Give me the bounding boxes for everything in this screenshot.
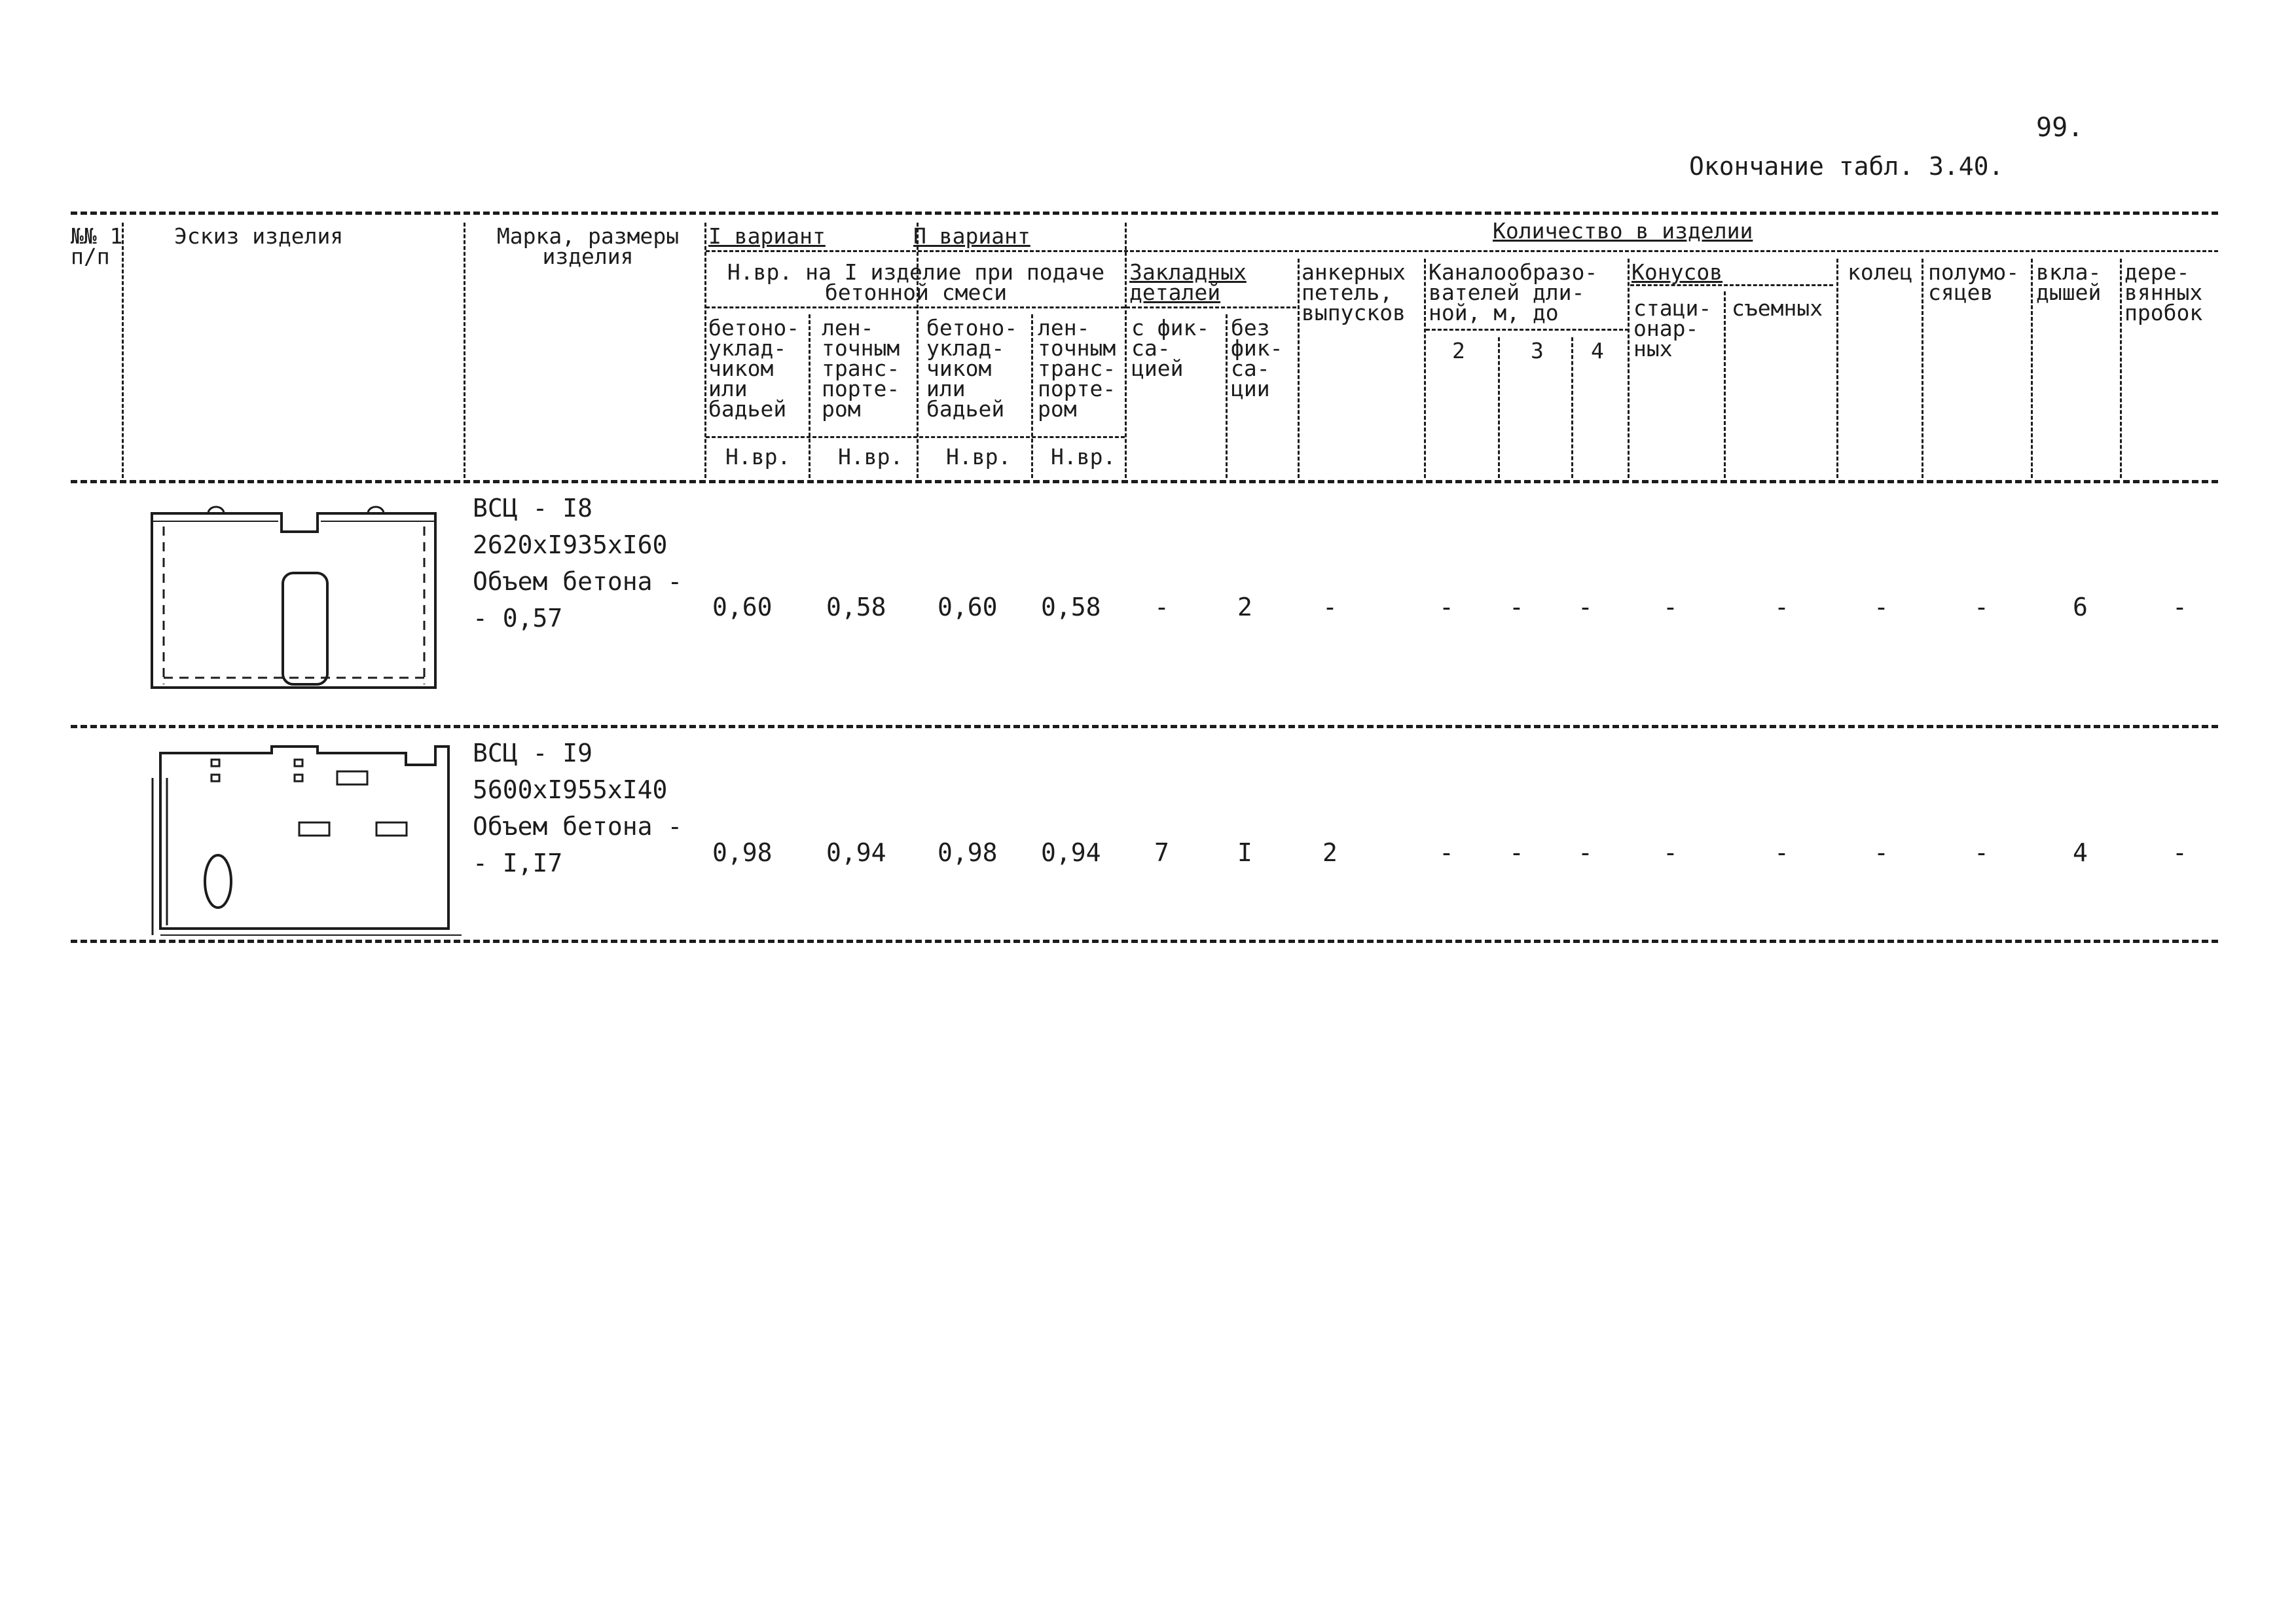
header-unit-3: Н.вр. (946, 444, 1011, 470)
cell-v2-bucket: 0,98 (938, 838, 998, 867)
cell-v2-conveyor: 0,94 (1041, 838, 1101, 867)
cell-half-moon: - (1974, 593, 1989, 621)
cell-embedded-fixed: - (1154, 593, 1169, 621)
rule-channels (1426, 329, 1629, 331)
header-mark: Марка, размеры изделия (496, 223, 680, 269)
header-variant-1: I вариант (708, 223, 826, 249)
col-line (1125, 223, 1127, 478)
header-unit-2: Н.вр. (838, 444, 903, 470)
cell-v2-bucket: 0,60 (938, 593, 998, 621)
row-mark: ВСЦ - I9 5600xI955xI40 Объем бетона - - I,I7 (473, 739, 683, 877)
col-line (1724, 291, 1726, 478)
col-line (2120, 259, 2122, 478)
cell-inserts: 6 (2073, 593, 2088, 621)
header-sub-3: бетоно- уклад- чиком или бадьей (926, 315, 1018, 422)
col-line (809, 314, 811, 478)
rule-header-bottom (71, 480, 2218, 483)
rule-row-separator (71, 725, 2218, 728)
col-line (704, 223, 706, 478)
cell-cone-fixed: - (1663, 838, 1678, 867)
sketch-vsc-19 (147, 739, 462, 942)
header-fix-without: без фик- са- ции (1231, 315, 1283, 401)
cell-inserts: 4 (2073, 838, 2088, 867)
cell-channel-2: - (1439, 838, 1454, 867)
header-fix-with: с фик- са- цией (1131, 315, 1210, 381)
rule-variants (706, 250, 2218, 252)
header-plugs: дере- вянных пробок (2124, 259, 2203, 325)
cell-channel-3: - (1509, 593, 1524, 621)
cell-v1-bucket: 0,98 (712, 838, 773, 867)
col-line (1031, 314, 1033, 478)
cell-channel-4: - (1578, 838, 1593, 867)
cell-plugs: - (2172, 838, 2187, 867)
col-line (1571, 337, 1573, 478)
header-half-moon: полумо- сяцев (1928, 259, 2020, 305)
header-num: №№ 1 п/п (71, 223, 123, 269)
sketch-vsc-18 (144, 498, 445, 694)
cell-cone-removable: - (1774, 593, 1789, 621)
header-rings: колец (1848, 259, 1913, 285)
header-unit-1: Н.вр. (725, 444, 791, 470)
col-line (1424, 259, 1426, 478)
rule-embedded (1126, 306, 1296, 308)
cell-embedded-fixed: 7 (1154, 838, 1169, 867)
rule-hours-group (706, 306, 1125, 308)
cell-plugs: - (2172, 593, 2187, 621)
header-sub-4: лен- точным транс- порте- ром (1038, 315, 1116, 422)
cell-embedded-unfixed: I (1237, 838, 1252, 867)
col-line (1922, 259, 1923, 478)
col-line (1836, 259, 1838, 478)
col-line (1226, 314, 1228, 478)
cell-embedded-unfixed: 2 (1237, 593, 1252, 621)
header-cones: Конусов (1631, 259, 1723, 285)
col-line (2031, 259, 2033, 478)
cell-anchor: - (1322, 593, 1338, 621)
header-channel-2: 2 (1452, 338, 1465, 363)
header-sub-2: лен- точным транс- порте- ром (822, 315, 900, 422)
header-inserts: вкла- дышей (2036, 259, 2102, 305)
rule-top (71, 212, 2218, 215)
header-unit-4: Н.вр. (1051, 444, 1116, 470)
header-hours-group: Н.вр. на I изделие при подаче бетонной смеси (727, 259, 1105, 305)
header-cone-fixed: стаци- онар- ных (1633, 295, 1712, 361)
cell-channel-2: - (1439, 593, 1454, 621)
cell-half-moon: - (1974, 838, 1989, 867)
header-channel-4: 4 (1591, 338, 1604, 363)
cell-channel-4: - (1578, 593, 1593, 621)
cell-v2-conveyor: 0,58 (1041, 593, 1101, 621)
rule-sub-units (706, 436, 1125, 438)
header-channel-3: 3 (1531, 338, 1544, 363)
cell-channel-3: - (1509, 838, 1524, 867)
cell-cone-removable: - (1774, 838, 1789, 867)
header-cone-removable: съемных (1732, 295, 1823, 321)
header-quantity: Количество в изделии (1493, 218, 1753, 244)
col-line (1498, 337, 1500, 478)
header-sub-1: бетоно- уклад- чиком или бадьей (708, 315, 800, 422)
row-mark: ВСЦ - I8 2620xI935xI60 Объем бетона - - 0,57 (473, 494, 683, 633)
page-number: 99. (2036, 113, 2084, 143)
col-line (1628, 259, 1630, 478)
cell-rings: - (1874, 593, 1889, 621)
cell-rings: - (1874, 838, 1889, 867)
col-line (1298, 259, 1300, 478)
col-line (464, 223, 465, 478)
header-anchor: анкерных петель, выпусков (1302, 259, 1406, 325)
header-embedded: Закладных деталей (1129, 259, 1247, 305)
header-channels: Каналообразо- вателей дли- ной, м, до (1429, 259, 1598, 325)
cell-v1-bucket: 0,60 (712, 593, 773, 621)
cell-v1-conveyor: 0,58 (826, 593, 886, 621)
header-variant-2: П вариант (913, 223, 1030, 249)
table-caption: Окончание табл. 3.40. (1689, 152, 2004, 181)
header-sketch: Эскиз изделия (174, 223, 344, 249)
cell-cone-fixed: - (1663, 593, 1678, 621)
cell-v1-conveyor: 0,94 (826, 838, 886, 867)
cell-anchor: 2 (1322, 838, 1338, 867)
